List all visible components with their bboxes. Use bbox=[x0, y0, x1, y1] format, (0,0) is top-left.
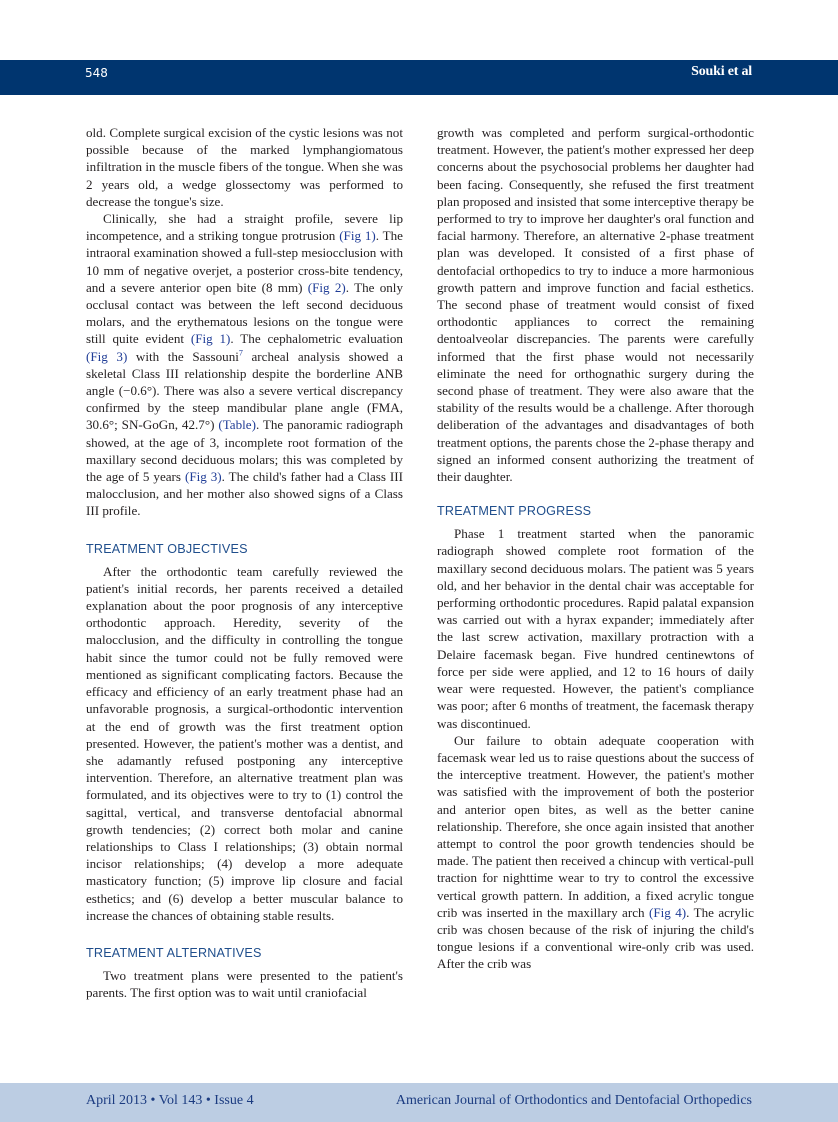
figure-reference-link[interactable]: (Fig 4) bbox=[648, 904, 687, 920]
text: . The child's father had a Class III malocclusion, and her mother also showed signs of a Class III profile. bbox=[86, 469, 403, 519]
text: . The only occlusal contact was between the left second deciduous molars, and the erythematous lesions on the tongue were still quite evident bbox=[86, 279, 403, 347]
running-head-authors: Souki et al bbox=[691, 64, 752, 79]
running-footer bbox=[0, 1083, 838, 1122]
text: . The panoramic radiograph showed, at the age of 3, incomplete root formation of the maxillary second deciduous molars; this was completed by the age of 5 years bbox=[86, 417, 403, 485]
section-heading-treatment-progress: TREATMENT PROGRESS bbox=[437, 504, 592, 519]
text: Clinically, she had a straight profile, severe lip incompetence, and a striking tongue protrusion bbox=[86, 211, 403, 244]
figure-reference-link[interactable]: (Fig 1) bbox=[339, 228, 376, 244]
figure-reference-link[interactable]: (Fig 3) bbox=[184, 469, 222, 485]
issue-info: April 2013 • Vol 143 • Issue 4 bbox=[86, 1093, 254, 1108]
right-column bbox=[437, 124, 754, 973]
left-column bbox=[86, 124, 403, 1001]
figure-reference-link[interactable]: (Fig 1) bbox=[190, 331, 231, 347]
paragraph: Phase 1 treatment started when the panoramic radiograph showed complete root formation of the maxillary second deciduous molars. The patient was 5 years old, and her behavior in the dental chair was acceptable for performing orthodontic procedures. Rapid palatal expansion was carried out with a hyrax expander; immediately after the last screw activation, maxillary protraction with a Delaire facemask began. Five hundred centinewtons of force per side were applied, and 12 to 16 hours of daily wear were requested. However, the patient's compliance was poor; after 6 months of treatment, the facemask therapy was discontinued. bbox=[437, 526, 754, 731]
paragraph: growth was completed and perform surgical-orthodontic treatment. However, the patient's mother expressed her deep concerns about the psychosocial problems her daughter had been facing. Consequently, she refused the first treatment plan proposed and insisted that some interceptive therapy be performed to try to improve her daughter's oral function and facial harmony. Therefore, an alternative 2-phase treatment plan was developed. It consisted of a first phase of dentofacial orthopedics to try to induce a more harmonious growth pattern and improve function and facial esthetics. The second phase of treatment would consist of fixed orthodontic appliances to correct the remaining dentoalveolar discrepancies. The parents were carefully informed that the first phase would not necessarily eliminate the need for orthognathic surgery during the second phase of treatment. They were also aware that the stability of the results would be a challenge. After thorough deliberation of the advantages and disadvantages of both treatment options, the parents chose the 2-phase therapy and signed an informed consent authorizing the treatment of their daughter. bbox=[437, 125, 754, 485]
paragraph: After the orthodontic team carefully reviewed the patient's initial records, her parents received a detailed explanation about the poor prognosis of any interceptive orthodontic approach. Heredity, severity of the malocclusion, and the difficulty in controlling the tongue habit since the tumor could not be fully removed were mentioned as significant complicating factors. Because the efficacy and efficiency of an early treatment phase had an unfavorable prognosis, a surgical-orthodontic intervention at the end of growth was the first treatment option presented. However, the patient's mother was a dentist, and she adamantly refused postponing any interceptive intervention. Therefore, an alternative treatment plan was formulated, and its objectives were to try to (1) control the sagittal, vertical, and transverse dentofacial abnormal growth tendencies; (2) correct both molar and canine relationships to Class I relationships; (3) obtain normal incisor relationships; (4) develop a more adequate masticatory function; (5) improve lip closure and facial esthetics; and (6) develop a better muscular balance to increase the chances of obtaining stable results. bbox=[86, 563, 403, 923]
section-heading-treatment-objectives: TREATMENT OBJECTIVES bbox=[86, 541, 248, 556]
paragraph: old. Complete surgical excision of the cystic lesions was not possible because of the marked lymphangiomatous infiltration in the muscle fibers of the tongue. When she was 2 years old, a wedge glossectomy was performed to decrease the tongue's size. bbox=[86, 125, 403, 209]
text: . The intraoral examination showed a full-step mesiocclusion with 10 mm of negative overjet, a posterior cross-bite tendency, and a severe anterior open bite (8 mm) bbox=[86, 228, 403, 295]
figure-reference-link[interactable]: (Fig 3) bbox=[86, 348, 128, 364]
paragraph bbox=[86, 210, 403, 520]
text: with the Sassouni bbox=[127, 348, 239, 364]
text: Our failure to obtain adequate cooperation with facemask wear led us to raise questions about the success of the interceptive treatment. However, the patient's mother was satisfied with the improvement of both the posterior and anterior open bites, as well as the better canine relationship. Therefore, she once again insisted that another attempt to control the poor growth tendencies should be made. The patient then received a chincup with vertical-pull traction for nighttime wear to try to control the excessive vertical growth pattern. In addition, a fixed acrylic tongue crib was inserted in the maxillary arch bbox=[437, 732, 754, 920]
table-reference-link[interactable]: (Table) bbox=[218, 417, 256, 433]
running-header bbox=[0, 60, 838, 95]
page-number: 548 bbox=[85, 66, 108, 80]
text: . The cephalometric evaluation bbox=[230, 331, 403, 347]
journal-name: American Journal of Orthodontics and Dentofacial Orthopedics bbox=[395, 1093, 752, 1108]
text: . The acrylic crib was chosen because of the risk of injuring the child's tongue lesions if a conventional wire-only crib was used. After the crib was bbox=[437, 904, 754, 972]
text: archeal analysis showed a skeletal Class III relationship despite the borderline ANB angle (−0.6°). There was also a severe vertical discrepancy confirmed by the steep mandibular plane angle (FMA, 30.6°; SN-GoGn, 42.7°) bbox=[86, 348, 403, 433]
citation-reference-link[interactable]: 7 bbox=[238, 348, 243, 358]
section-heading-treatment-alternatives: TREATMENT ALTERNATIVES bbox=[86, 945, 262, 960]
figure-reference-link[interactable]: (Fig 2) bbox=[307, 279, 346, 295]
paragraph bbox=[437, 732, 754, 973]
paragraph: Two treatment plans were presented to the patient's parents. The first option was to wait until craniofacial bbox=[86, 967, 403, 1001]
